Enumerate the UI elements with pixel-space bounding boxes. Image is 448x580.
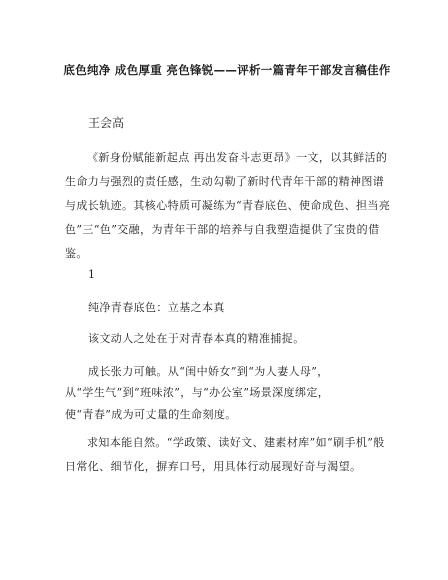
paragraph-3: 求知本能自然。“学政策、读好文、建素材库”如“刷手机”般日常化、细节化，摒弃口号，用具体行动展现好奇与渴望。 (65, 436, 385, 473)
paragraph-1: 该文动人之处在于对青春本真的精准捕捉。 (88, 332, 305, 345)
document-title: 底色纯净 成色厚重 亮色锋锐——评析一篇青年干部发言稿佳作 (63, 63, 391, 77)
paragraph-2-line-1: 成长张力可触。从“闺中娇女”到“为人妻人母”， (88, 365, 329, 378)
intro-paragraph: 《新身份赋能新起点 再出发奋斗志更昂》一文，以其鲜活的生命力与强烈的责任感，生动勾勒了新时代青年干部的精神图谱与成长轨迹。其核心特质可凝练为“青春底色、使命成色、担当亮色”三“色”交融，为青年干部的培养与自我塑造提供了宝贵的借鉴。 (65, 151, 391, 260)
section-heading: 纯净青春底色：立基之本真 (88, 301, 225, 314)
author-name: 王会高 (88, 116, 125, 130)
paragraph-2-line-3: 使“青春”成为可丈量的生命刻度。 (65, 408, 237, 421)
section-number: 1 (88, 268, 96, 281)
paragraph-2-line-2: 从“学生气”到“班味浓”，与“办公室”场景深度绑定， (65, 386, 330, 399)
